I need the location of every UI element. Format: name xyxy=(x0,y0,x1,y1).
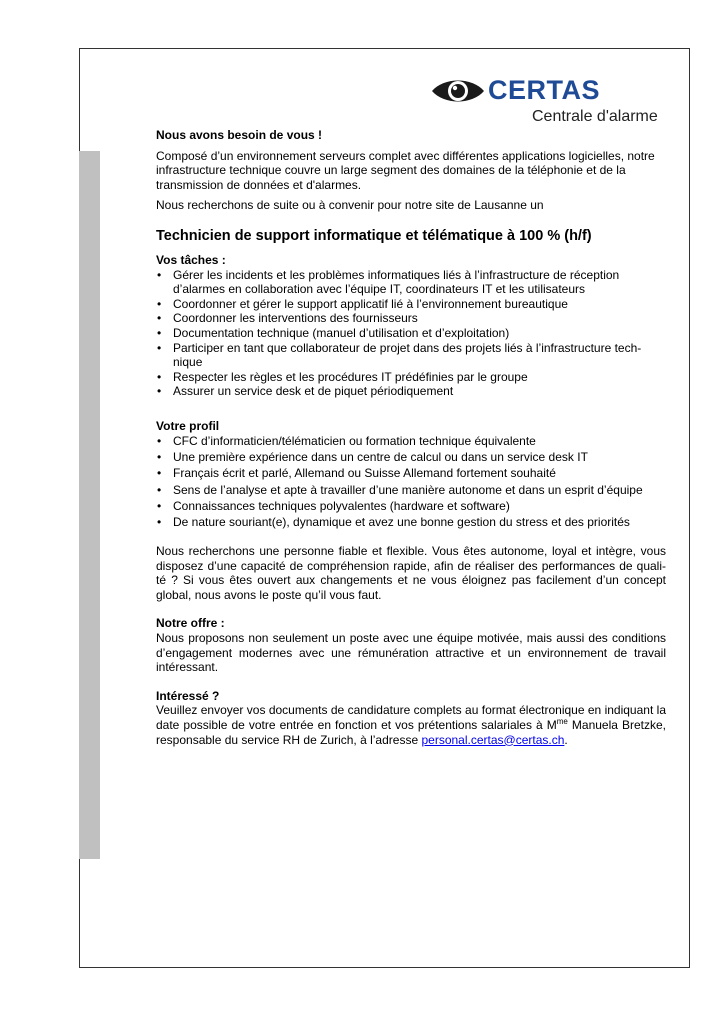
list-item: • Respecter les règles et les procédures IT prédéfinies par le groupe xyxy=(156,370,666,385)
interested-text-continued: Manuela Bretzke, responsable du service RH de Zurich, à l’adresse xyxy=(156,717,667,747)
profile-list xyxy=(156,434,666,531)
list-item: • De nature souriant(e), dynamique et avez une bonne gestion du stress et des priorités xyxy=(156,515,666,530)
list-item: • Assurer un service desk et de piquet périodiquement xyxy=(156,384,666,399)
job-posting xyxy=(156,128,666,747)
list-item: • CFC d’informaticien/télématicien ou formation technique équivalente xyxy=(156,434,666,449)
tasks-heading: Vos tâches : xyxy=(156,252,226,267)
sentence-end: . xyxy=(564,732,568,747)
brand-name: CERTAS xyxy=(488,75,601,105)
list-item: • Sens de l’analyse et apte à travailler d’une manière autonome et dans un esprit d’équipe xyxy=(156,483,666,498)
profile-paragraph: Nous recherchons une personne fiable et flexible. Vous êtes autonome, loyal et intègre, vous disposez d’une capacité de compréhension rapide, afin de réaliser des performances de quali- té ? Si vous êtes ouvert aux changements et ne vous éloignez pas facilement d’un concept global, nous avons le poste qu’il vous faut. xyxy=(156,544,666,602)
brand-tagline: Centrale d'alarme xyxy=(532,108,658,125)
list-item: • Coordonner les interventions des fournisseurs xyxy=(156,311,666,326)
search-sentence: Nous recherchons de suite ou à convenir pour notre site de Lausanne un xyxy=(156,198,544,213)
interested-heading: Intéressé ? xyxy=(156,688,220,703)
tasks-list xyxy=(156,268,666,399)
intro-heading: Nous avons besoin de vous ! xyxy=(156,128,323,142)
intro-paragraph: Composé d’un environnement serveurs complet avec différentes applications logicielles, notre infrastructure technique couvre un large segment des domaines de la téléphonie et de la transmission de données et d'alarmes. xyxy=(156,148,655,192)
title-superscript: me xyxy=(556,716,568,726)
email-link[interactable]: personal.certas@certas.ch xyxy=(421,732,565,747)
interested-paragraph xyxy=(156,703,666,747)
list-item: • Documentation technique (manuel d’utilisation et d’exploitation) xyxy=(156,326,666,341)
list-item: • Coordonner et gérer le support applicatif lié à l’environnement bureautique xyxy=(156,297,666,312)
profile-heading: Votre profil xyxy=(156,418,220,433)
offer-heading: Notre offre : xyxy=(156,616,225,631)
interested-text: Veuillez envoyer vos documents de candidature complets au format électronique en indiquant la date possible de votre entrée en fonction et vos prétentions salariales à M xyxy=(156,703,666,732)
side-margin-bar xyxy=(79,151,100,859)
eye-icon xyxy=(430,76,486,106)
list-item: • Connaissances techniques polyvalentes (hardware et software) xyxy=(156,499,666,514)
list-item: • Une première expérience dans un centre de calcul ou dans un service desk IT xyxy=(156,450,666,465)
list-item: • Gérer les incidents et les problèmes informatiques liés à l’infrastructure de réception d’alarmes en collaboration avec l’équipe IT, coordinateurs IT et les utilisateurs xyxy=(156,268,666,297)
job-title: Technicien de support informatique et télématique à 100 % (h/f) xyxy=(156,227,592,244)
offer-paragraph: Nous proposons non seulement un poste avec une équipe motivée, mais aussi des conditions d’engagement modernes avec une rémunération attractive et un environnement de travail intéressant. xyxy=(156,631,666,675)
certas-logo xyxy=(430,74,670,130)
list-item: • Français écrit et parlé, Allemand ou Suisse Allemand fortement souhaité xyxy=(156,466,666,481)
list-item: • Participer en tant que collaborateur de projet dans des projets liés à l’infrastructure tech- nique xyxy=(156,341,666,370)
